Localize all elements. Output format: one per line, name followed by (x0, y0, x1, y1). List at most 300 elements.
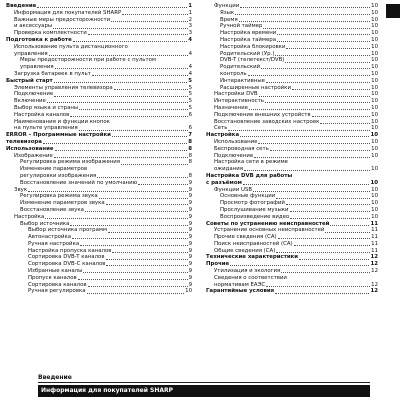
toc-dot-leader (249, 109, 370, 110)
toc-entry (206, 180, 378, 187)
toc-dot-leader (79, 130, 188, 131)
toc-page-number: 10 (185, 288, 192, 295)
toc-entry-text: Беспроводная сеть (214, 145, 269, 152)
toc-dot-leader (228, 130, 370, 131)
toc-entry (206, 248, 378, 255)
toc-page-number: 9 (188, 254, 192, 261)
toc-entry (6, 254, 192, 261)
toc-dot-leader (70, 116, 187, 117)
toc-entry-text: Настройка таймера (220, 36, 277, 43)
toc-dot-leader (53, 28, 187, 29)
toc-dot-leader (253, 191, 370, 192)
toc-entry (6, 248, 192, 255)
toc-page-number: 10 (371, 9, 378, 16)
toc-page-number: 10 (371, 16, 378, 23)
toc-entry-text: Подготовка к работе (6, 36, 72, 43)
toc-entry-text: Основные функции (220, 193, 276, 200)
toc-entry (6, 51, 192, 58)
toc-dot-leader (325, 232, 370, 233)
toc-page-number: 10 (371, 138, 378, 145)
toc-dot-leader (121, 164, 188, 165)
toc-page-number: 5 (188, 104, 192, 111)
toc-dot-leader (97, 177, 187, 178)
toc-entry-text: Утилизация и экология (214, 268, 281, 275)
toc-entry (206, 125, 378, 132)
toc-entry-text: Родительский (220, 64, 261, 71)
toc-page-number: 5 (188, 84, 192, 91)
toc-entry (6, 234, 192, 241)
toc-entry-text: Воспроизведение видео (220, 213, 290, 220)
toc-dot-leader (330, 225, 369, 226)
toc-dot-leader (106, 259, 188, 260)
toc-page-number: 10 (371, 193, 378, 200)
toc-entry-text: Назначение (214, 104, 248, 111)
toc-page-number: 9 (188, 274, 192, 281)
toc-entry-text: Настройка пропуска каналов (28, 247, 112, 254)
toc-page-number: 4 (188, 64, 192, 71)
toc-entry (6, 85, 192, 92)
toc-page-number: 6 (188, 111, 192, 118)
toc-entry (206, 139, 378, 146)
toc-page-number: 8 (188, 172, 192, 179)
toc-dot-leader (54, 157, 188, 158)
toc-entry-text: Изображение (14, 152, 53, 159)
toc-page-number: 10 (371, 200, 378, 207)
toc-entry-text: Пропуск каналов (28, 274, 77, 281)
toc-page-number: 10 (371, 84, 378, 91)
toc-page-number: 11 (371, 240, 378, 247)
toc-entry-text: Ручная настройка (28, 240, 80, 247)
toc-dot-leader (240, 7, 370, 8)
toc-dot-leader (106, 204, 188, 205)
toc-page-number: 10 (371, 213, 378, 220)
toc-page-number: 9 (188, 193, 192, 200)
toc-page-number: 4 (188, 70, 192, 77)
toc-dot-leader (263, 28, 370, 29)
toc-page-number: 10 (371, 23, 378, 30)
toc-page-number: 6 (188, 125, 192, 132)
toc-page-number: 10 (371, 91, 378, 98)
toc-dot-leader (72, 238, 188, 239)
toc-entry (6, 268, 192, 275)
toc-entry (206, 187, 378, 194)
toc-dot-leader (55, 150, 188, 151)
toc-entry (206, 23, 378, 30)
toc-page-number: 9 (188, 186, 192, 193)
toc-entry (6, 10, 192, 17)
toc-page-number: 10 (371, 166, 378, 173)
toc-dot-leader (112, 252, 187, 253)
toc-entry-text: Настройка каналов (14, 111, 70, 118)
toc-dot-leader (292, 89, 370, 90)
toc-entry-text: Включение (14, 98, 46, 105)
toc-dot-leader (47, 102, 188, 103)
toc-page-number: 10 (371, 43, 378, 50)
toc-entry (206, 214, 378, 221)
toc-page-number: 9 (188, 261, 192, 268)
toc-dot-leader (266, 286, 370, 287)
toc-entry-text: ERROR – Программные настройки (6, 132, 111, 139)
section-banner: Информация для покупателей SHARP (38, 385, 370, 397)
toc-page-number: 5 (188, 98, 192, 105)
toc-dot-leader (88, 286, 188, 287)
toc-entry (6, 30, 192, 37)
toc-page-number: 12 (371, 281, 378, 288)
toc-page-number: 12 (371, 268, 378, 275)
toc-page-number: 5 (188, 77, 192, 84)
toc-page-number: 9 (188, 213, 192, 220)
toc-entry (206, 85, 378, 92)
toc-entry (6, 159, 192, 166)
toc-entry-text: с разъёмом (206, 179, 242, 186)
toc-page-number: 10 (371, 118, 378, 125)
toc-entry (206, 200, 378, 207)
toc-entry-text: Расширенные настройки (220, 84, 291, 91)
toc-page-number: 10 (370, 179, 378, 186)
toc-right-column (206, 3, 378, 295)
toc-entry-text: Время (220, 16, 238, 23)
toc-entry-text: Настройка времени (220, 30, 277, 37)
toc-entry-text: и аксессуары (14, 23, 53, 30)
toc-entry (6, 227, 192, 234)
toc-entry-text: Поиск неисправностей (CA) (214, 240, 293, 247)
toc-entry (206, 268, 378, 275)
toc-entry (206, 37, 378, 44)
toc-entry (6, 64, 192, 71)
toc-dot-leader (92, 75, 188, 76)
toc-dot-leader (111, 21, 187, 22)
toc-entry (206, 112, 378, 119)
toc-entry (6, 288, 192, 295)
toc-page-number: 10 (370, 132, 378, 139)
toc-entry (6, 173, 192, 180)
toc-entry (6, 98, 192, 105)
toc-entry (6, 105, 192, 112)
toc-entry-text: Прочие сведения (CA) (214, 234, 277, 241)
toc-dot-leader (55, 68, 188, 69)
toc-page-number: 10 (371, 77, 378, 84)
toc-page-number: 10 (371, 104, 378, 111)
toc-entry (206, 261, 378, 268)
toc-entry-text: Прослушивание музыки (220, 206, 289, 213)
toc-dot-leader (286, 204, 370, 205)
toc-left-column (6, 3, 192, 295)
toc-dot-leader (290, 218, 370, 219)
toc-dot-leader (45, 218, 187, 219)
toc-page-number: 12 (370, 254, 378, 261)
toc-entry (6, 275, 192, 282)
toc-dot-leader (240, 136, 369, 137)
toc-entry (6, 71, 192, 78)
toc-entry (6, 180, 192, 187)
toc-entry-text: Подключение внешних устройств (214, 111, 311, 118)
toc-page-number: 10 (371, 57, 378, 64)
toc-entry (6, 261, 192, 268)
toc-entry-text: на пульте управления (14, 125, 78, 132)
toc-page-number: 11 (371, 234, 378, 241)
toc-page-number: 10 (371, 186, 378, 193)
toc-entry-text: Сортировка DVB-C каналов (28, 261, 106, 268)
toc-dot-leader (78, 279, 188, 280)
toc-entry-text: Ручная регулировка (28, 288, 86, 295)
toc-dot-leader (54, 96, 187, 97)
toc-entry-text: Настройка (14, 213, 45, 220)
toc-page-number: 10 (371, 64, 378, 71)
toc-dot-leader (122, 14, 187, 15)
toc-dot-leader (248, 75, 371, 76)
toc-entry-text: Использование пульта дистанционного (14, 43, 128, 50)
toc-page-number: 10 (371, 98, 378, 105)
toc-entry-text: Элементы управления телевизора (14, 84, 113, 91)
toc-dot-leader (138, 184, 187, 185)
toc-entry (206, 282, 378, 289)
toc-dot-leader (261, 68, 370, 69)
toc-entry-text: Настройка блокировки (220, 43, 286, 50)
toc-dot-leader (88, 34, 188, 35)
toc-entry-text: Общие сведения (CA) (214, 247, 276, 254)
toc-entry-text: Функции USB (214, 186, 253, 193)
toc-entry (206, 64, 378, 71)
toc-dot-leader (108, 232, 188, 233)
toc-dot-leader (99, 198, 188, 199)
toc-page-number: 9 (188, 227, 192, 234)
toc-entry-text: Выбор источника программ (28, 227, 108, 234)
toc-dot-leader (230, 265, 369, 266)
toc-entry (206, 254, 378, 261)
toc-entry-text: Советы по устранению неисправностей (206, 220, 330, 227)
toc-dot-leader (312, 116, 371, 117)
toc-entry-text: Быстрый старт (6, 77, 53, 84)
toc-entry (6, 193, 192, 200)
toc-dot-leader (281, 272, 370, 273)
toc-page-number: 10 (371, 30, 378, 37)
toc-dot-leader (43, 143, 187, 144)
toc-entry (206, 241, 378, 248)
toc-entry-text: Восстановление звука (20, 206, 84, 213)
toc-entry-text: Изменение параметров (20, 166, 88, 173)
toc-dot-leader (275, 55, 370, 56)
toc-entry (6, 125, 192, 132)
toc-dot-leader (265, 102, 370, 103)
toc-entry (206, 17, 378, 24)
toc-entry (6, 166, 192, 173)
toc-entry (206, 234, 378, 241)
toc-dot-leader (79, 109, 187, 110)
toc-dot-leader (112, 136, 187, 137)
toc-entry (6, 57, 192, 64)
toc-entry-text: Настройка сети в режиме (214, 159, 288, 166)
toc-entry-text: Подключение (214, 152, 254, 159)
toc-entry (6, 241, 192, 248)
toc-page-number: 9 (188, 268, 192, 275)
toc-entry-text: Наименования и функции кнопок (14, 118, 110, 125)
toc-entry-text: Настройки DVB (214, 91, 258, 98)
toc-entry (206, 227, 378, 234)
toc-entry-text: Сведения о соответствии (214, 274, 287, 281)
toc-entry-text: Важные меры предосторожности (14, 16, 111, 23)
toc-entry-text: Избранные каналы (28, 268, 83, 275)
toc-entry (206, 221, 378, 228)
toc-entry-text: Интерактивные (220, 77, 265, 84)
toc-entry (206, 288, 378, 295)
toc-page-number: 12 (370, 288, 378, 295)
toc-page-number: 2 (188, 16, 192, 23)
toc-entry (6, 146, 192, 153)
toc-dot-leader (254, 157, 370, 158)
toc-entry-text: ожидания (214, 166, 243, 173)
toc-entry-text: Загрузка батареек в пульт (14, 70, 91, 77)
section-tab-marker (386, 4, 400, 18)
toc-page-number: 5 (188, 91, 192, 98)
toc-page-number: 8 (188, 159, 192, 166)
toc-entry (6, 282, 192, 289)
toc-dot-leader (320, 123, 370, 124)
toc-entry-text: Подключение (14, 91, 54, 98)
toc-page-number: 10 (371, 125, 378, 132)
toc-entry-text: Звук (14, 186, 28, 193)
toc-entry (6, 119, 192, 126)
toc-page-number: 10 (371, 36, 378, 43)
toc-entry-text: Меры предосторожности при работе с пультом (20, 57, 156, 64)
toc-page-number: 10 (371, 3, 378, 9)
toc-dot-leader (114, 89, 188, 90)
toc-entry-text: Введение (6, 3, 37, 9)
toc-entry-text: Сеть (214, 125, 228, 132)
toc-page-number: 3 (188, 23, 192, 30)
toc-dot-leader (299, 259, 369, 260)
toc-dot-leader (259, 96, 371, 97)
toc-dot-leader (83, 272, 187, 273)
toc-page-number: 9 (188, 240, 192, 247)
toc-dot-leader (276, 252, 370, 253)
toc-entry (206, 146, 378, 153)
toc-entry (206, 91, 378, 98)
toc-dot-leader (266, 82, 370, 83)
toc-entry-text: Выбор источника (20, 220, 70, 227)
toc-page-number: 7 (188, 132, 192, 139)
toc-entry (6, 17, 192, 24)
toc-dot-leader (87, 293, 185, 294)
toc-dot-leader (275, 293, 369, 294)
toc-entry (206, 132, 378, 139)
toc-dot-leader (278, 238, 371, 239)
toc-entry (6, 3, 192, 10)
toc-dot-leader (106, 265, 187, 266)
toc-entry (206, 119, 378, 126)
toc-dot-leader (243, 184, 370, 185)
toc-page-number: 9 (188, 247, 192, 254)
toc-page-number: 10 (371, 50, 378, 57)
toc-entry (6, 139, 192, 146)
toc-dot-leader (244, 170, 370, 171)
toc-page-number: 10 (371, 70, 378, 77)
toc-page-number: 8 (188, 138, 192, 145)
toc-entry-text: телевизора (6, 138, 42, 145)
toc-entry (6, 23, 192, 30)
toc-entry (206, 193, 378, 200)
toc-page-number: 11 (370, 220, 378, 227)
toc-page-number: 1 (188, 9, 192, 16)
toc-entry-text: Использование (6, 145, 54, 152)
toc-entry (206, 44, 378, 51)
toc-entry (206, 153, 378, 160)
toc-entry (206, 207, 378, 214)
toc-entry (6, 44, 192, 51)
toc-dot-leader (70, 225, 187, 226)
toc-dot-leader (235, 14, 370, 15)
toc-entry (6, 112, 192, 119)
toc-entry-text: Родительский (Ур.) (220, 50, 275, 57)
toc-dot-leader (80, 245, 187, 246)
toc-entry (6, 187, 192, 194)
toc-entry-text: DVB-T (телетекст/DVB) (220, 57, 285, 64)
toc-dot-leader (294, 245, 371, 246)
toc-entry-text: Язык (220, 9, 235, 16)
toc-entry-text: управления (20, 64, 54, 71)
toc-page-number: 1 (188, 3, 192, 9)
toc-dot-leader (258, 143, 370, 144)
toc-entry-text: управления (14, 50, 48, 57)
toc-entry (206, 275, 378, 282)
toc-entry (206, 51, 378, 58)
toc-entry (206, 159, 378, 166)
toc-dot-leader (73, 41, 187, 42)
toc-entry-text: Использование (214, 138, 258, 145)
toc-entry-text: нормативам ЕАЭС (214, 281, 266, 288)
toc-page-number: 3 (188, 30, 192, 37)
toc-page-number: 4 (188, 36, 192, 43)
toc-page-number: 9 (188, 179, 192, 186)
toc-entry-text: Регулировка режима изображения (20, 159, 121, 166)
toc-entry (206, 105, 378, 112)
toc-entry-text: Автонастройка (28, 234, 72, 241)
toc-entry-text: Регулировка режима звука (20, 193, 98, 200)
toc-entry (6, 207, 192, 214)
toc-entry-text: Сортировка каналов (28, 281, 87, 288)
toc-dot-leader (49, 55, 188, 56)
toc-entry-text: Выбор языка и страны (14, 104, 79, 111)
toc-page-number: 11 (371, 247, 378, 254)
toc-entry (206, 57, 378, 64)
toc-page-number: 4 (188, 50, 192, 57)
toc-entry (6, 91, 192, 98)
toc-entry (206, 166, 378, 173)
toc-page-number: 10 (371, 206, 378, 213)
toc-entry-text: контроль (220, 70, 247, 77)
toc-page-number: 9 (188, 220, 192, 227)
toc-dot-leader (285, 62, 370, 63)
toc-page-number: 8 (188, 152, 192, 159)
toc-dot-leader (28, 191, 187, 192)
toc-entry-text: Настройка (206, 132, 240, 139)
toc-entry-text: Сортировка DVB-T каналов (28, 254, 105, 261)
toc-dot-leader (276, 198, 370, 199)
toc-entry-text: Технические характеристики (206, 254, 299, 261)
toc-page-number: 9 (188, 200, 192, 207)
toc-entry (6, 221, 192, 228)
toc-entry-text: Восстановление значений по умолчанию (20, 179, 138, 186)
toc-page-number: 11 (371, 227, 378, 234)
toc-entry (6, 37, 192, 44)
toc-entry-text: Информация для покупателей SHARP (14, 9, 122, 16)
toc-entry (206, 173, 378, 180)
toc-entry-text: Гарантийные условия (206, 288, 275, 295)
toc-page-number: 9 (188, 234, 192, 241)
toc-dot-leader (37, 7, 187, 8)
toc-entry-text: Прочие (206, 261, 230, 268)
toc-entry-text: Устранение основных неисправностей (214, 227, 325, 234)
toc-entry-text: Интерактивность (214, 98, 264, 105)
